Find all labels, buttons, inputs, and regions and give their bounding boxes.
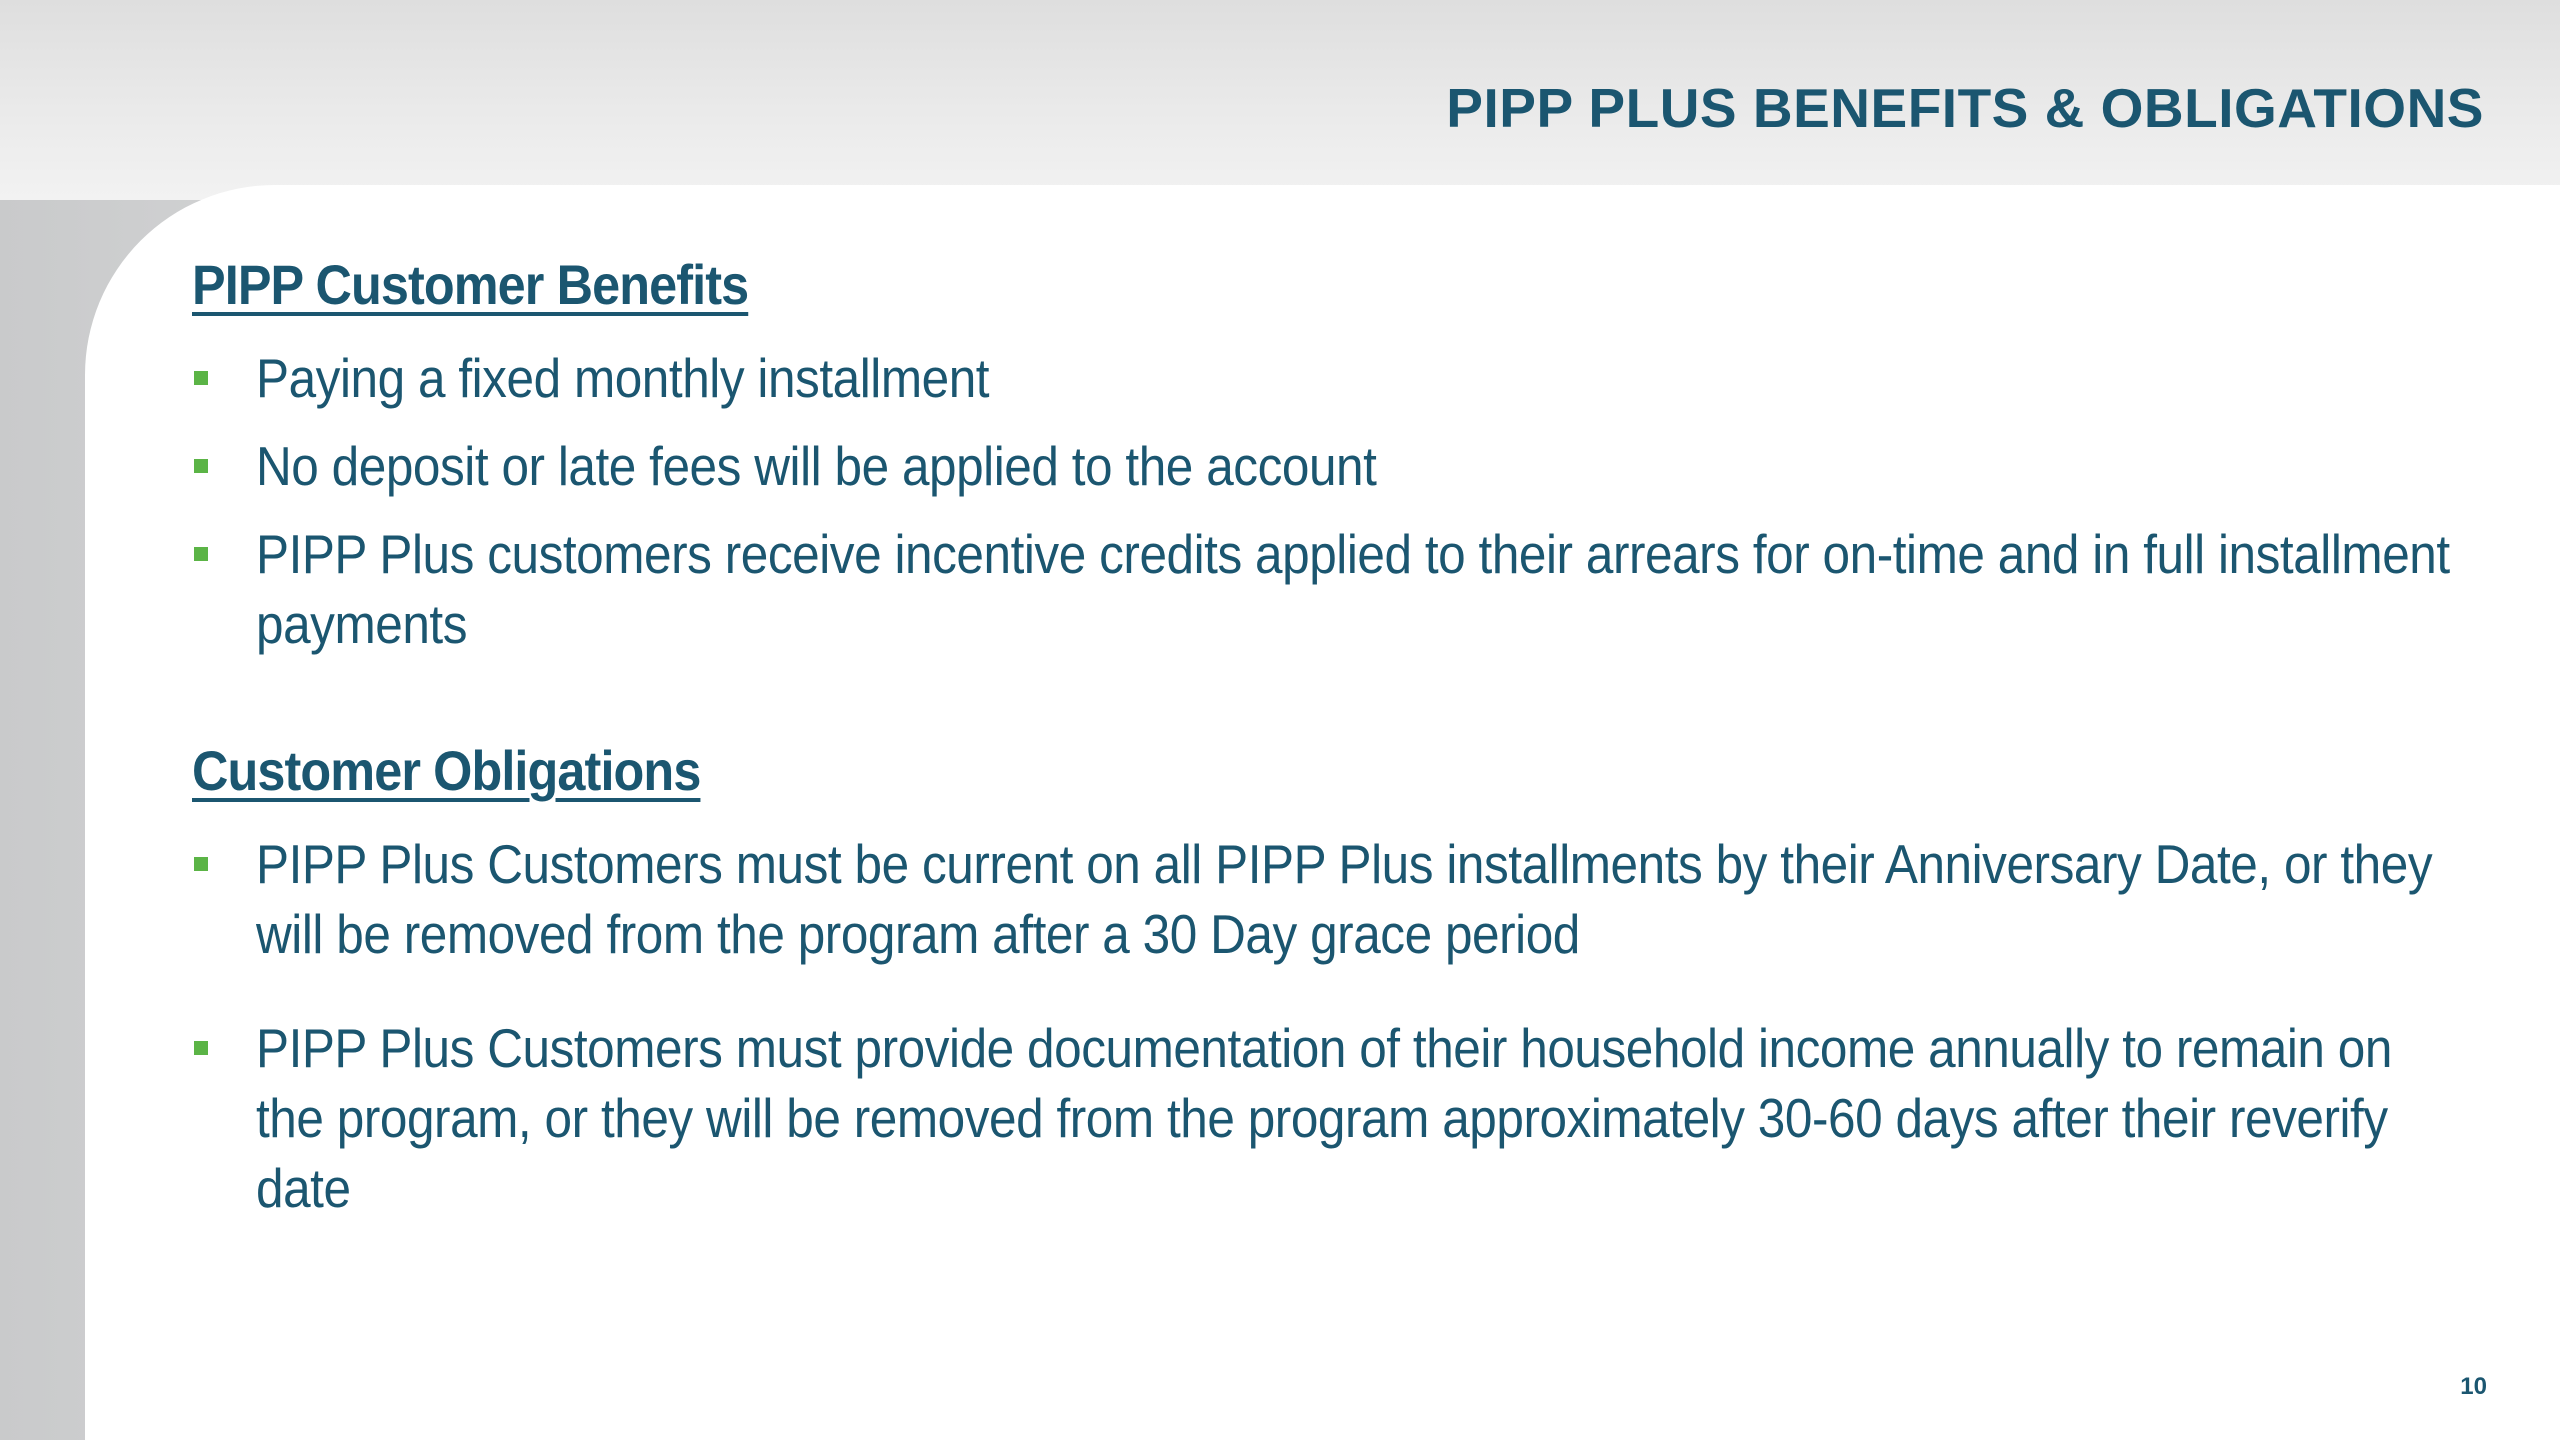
list-item <box>192 1013 2452 1223</box>
list-item-text: No deposit or late fees will be applied to the account <box>256 435 1377 497</box>
benefits-list <box>192 343 2452 659</box>
bullet-square-icon <box>194 371 208 385</box>
list-item-text: Paying a fixed monthly installment <box>256 347 990 409</box>
list-item <box>192 829 2452 969</box>
bullet-square-icon <box>194 1041 208 1055</box>
section-spacer <box>192 659 2452 731</box>
list-item <box>192 431 2452 501</box>
bullet-square-icon <box>194 459 208 473</box>
list-item <box>192 343 2452 413</box>
section-heading-obligations: Customer Obligations <box>192 739 701 802</box>
bullet-square-icon <box>194 857 208 871</box>
bullet-square-icon <box>194 547 208 561</box>
page-number: 10 <box>2460 1373 2487 1400</box>
slide-content <box>192 245 2452 1223</box>
list-item-text: PIPP Plus Customers must provide documentation of their household income annually to remain on the program, or they will be removed from the program approximately 30-60 days after their reverify date <box>256 1017 2392 1219</box>
section-heading-benefits: PIPP Customer Benefits <box>192 253 749 316</box>
slide-title: PIPP PLUS BENEFITS & OBLIGATIONS <box>1446 77 2484 139</box>
obligations-list <box>192 829 2452 1223</box>
list-item-text: PIPP Plus customers receive incentive credits applied to their arrears for on-time and in full installment payments <box>256 523 2450 655</box>
list-item-text: PIPP Plus Customers must be current on all PIPP Plus installments by their Anniversary Date, or they will be removed from the program after a 30 Day grace period <box>256 833 2433 965</box>
list-item <box>192 519 2452 659</box>
